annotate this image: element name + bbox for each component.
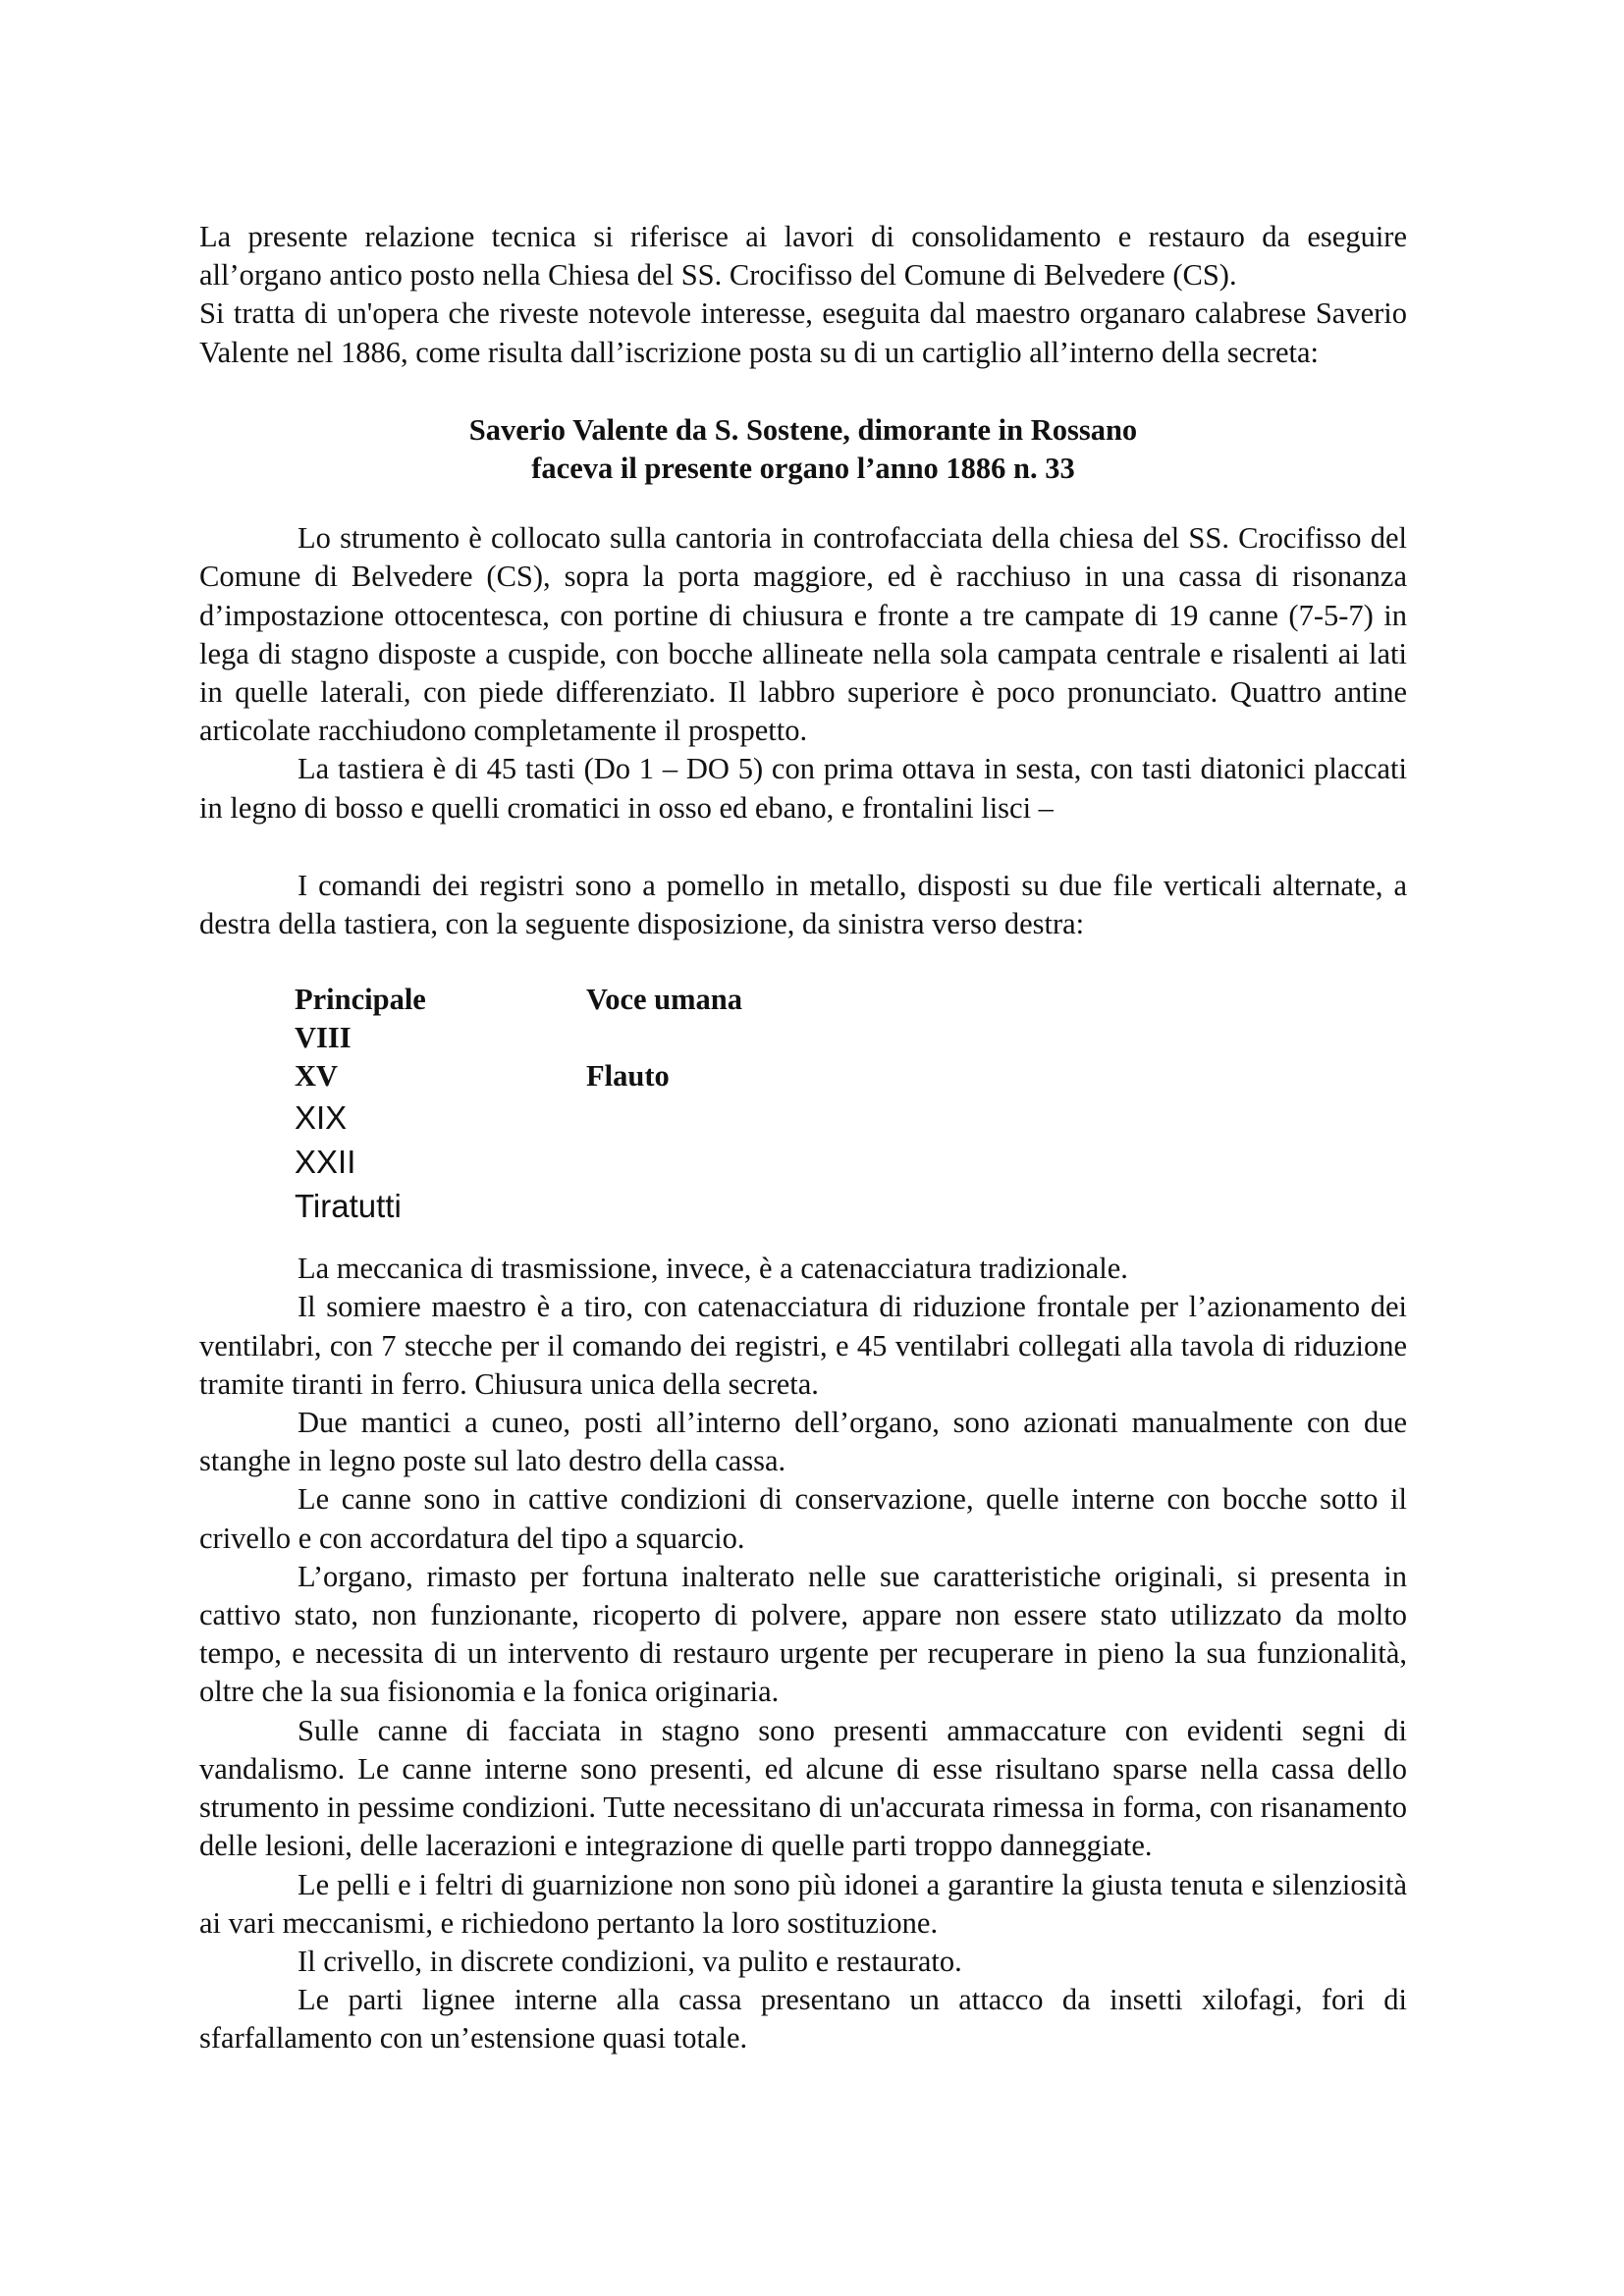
register-item: Voce umana xyxy=(586,983,743,1017)
stop-controls-paragraph: I comandi dei registri sono a pomello in metallo, disposti su due file verticali alternate, a destra della tastiera, con la seguente disposizione, da sinistra verso destra: xyxy=(199,868,1407,941)
register-column-right xyxy=(586,981,742,1095)
condition-paragraph: L’organo, rimasto per fortuna inalterato nelle sue caratteristiche originali, si presenta in cattivo stato, non funzionante, ricoperto di polvere, appare non essere stato utilizzato da molto tempo, e necessita di un intervento di restauro urgente per recuperare in pieno la sua funzionalità, oltre che la sua fisionomia e la fonica originaria. xyxy=(199,1559,1407,1709)
register-list xyxy=(295,981,1407,1225)
pipes-paragraph: Le canne sono in cattive condizioni di conservazione, quelle interne con bocche sotto il crivello e con accordatura del tipo a squarcio. xyxy=(199,1482,1407,1555)
register-item: XIX xyxy=(295,1099,348,1137)
leathers-paragraph: Le pelli e i feltri di guarnizione non sono più idonei a garantire la giusta tenuta e silenziosità ai vari meccanismi, e richiedono pertanto la loro sostituzione. xyxy=(199,1867,1407,1940)
inscription-line-1: Saverio Valente da S. Sostene, dimorante in Rossano xyxy=(468,412,1138,447)
register-item: Tiratutti xyxy=(295,1188,402,1225)
register-item: XV xyxy=(295,1059,339,1094)
inscription-block xyxy=(199,411,1407,488)
register-column-left xyxy=(295,981,426,1228)
instrument-description-paragraph: Lo strumento è collocato sulla cantoria in controfacciata della chiesa del SS. Crocifisso del Comune di Belvedere (CS), sopra la porta maggiore, ed è racchiuso in una cassa di risonanza d’impostazione ottocentesca, con portine di chiusura e fronte a tre campate di 19 canne (7-5-7) in lega di stagno disposte a cuspide, con bocche allineate nella sola campata centrale e risalenti ai lati in quelle laterali, con piede differenziato. Il labbro superiore è poco pronunciato. Quattro antine articolate racchiudono completamente il prospetto. xyxy=(199,521,1407,748)
document-page xyxy=(199,218,1407,2058)
inscription-line-2: faceva il presente organo l’anno 1886 n. 33 xyxy=(531,452,1075,486)
intro-paragraph-2: Si tratta di un'opera che riveste notevole interesse, eseguita dal maestro organaro calabrese Saverio Valente nel 1886, come risulta dall’iscrizione posta su di un cartiglio all’interno della secreta: xyxy=(199,296,1407,369)
register-item: VIII xyxy=(295,1021,352,1055)
transmission-paragraph: La meccanica di trasmissione, invece, è a catenacciatura tradizionale. xyxy=(298,1252,1128,1286)
woodworm-paragraph: Le parti lignee interne alla cassa presentano un attacco da insetti xilofagi, fori di sfarfallamento con un’estensione quasi totale. xyxy=(199,1983,1407,2056)
register-item: XXII xyxy=(295,1144,356,1181)
windchest-paragraph: Il somiere maestro è a tiro, con catenacciatura di riduzione frontale per l’azionamento dei ventilabri, con 7 stecche per il comando dei registri, e 45 ventilabri collegati alla tavola di riduzione tramite tiranti in ferro. Chiusura unica della secreta. xyxy=(199,1290,1407,1401)
intro-paragraph-1: La presente relazione tecnica si riferisce ai lavori di consolidamento e restauro da eseguire all’organo antico posto nella Chiesa del SS. Crocifisso del Comune di Belvedere (CS). xyxy=(199,220,1407,293)
keyboard-paragraph: La tastiera è di 45 tasti (Do 1 – DO 5) con prima ottava in sesta, con tasti diatonici placcati in legno di bosso e quelli cromatici in osso ed ebano, e frontalini lisci – xyxy=(199,752,1407,825)
bellows-paragraph: Due mantici a cuneo, posti all’interno dell’organo, sono azionati manualmente con due stanghe in legno poste sul lato destro della cassa. xyxy=(199,1406,1407,1478)
facade-pipes-paragraph: Sulle canne di facciata in stagno sono presenti ammaccature con evidenti segni di vandalismo. Le canne interne sono presenti, ed alcune di esse risultano sparse nella cassa dello strumento in pessime condizioni. Tutte necessitano di un'accurata rimessa in forma, con risanamento delle lesioni, delle lacerazioni e integrazione di quelle parti troppo danneggiate. xyxy=(199,1713,1407,1863)
rackboard-paragraph: Il crivello, in discrete condizioni, va pulito e restaurato. xyxy=(298,1944,962,1978)
register-item: Principale xyxy=(295,983,426,1017)
register-item: Flauto xyxy=(586,1059,670,1094)
